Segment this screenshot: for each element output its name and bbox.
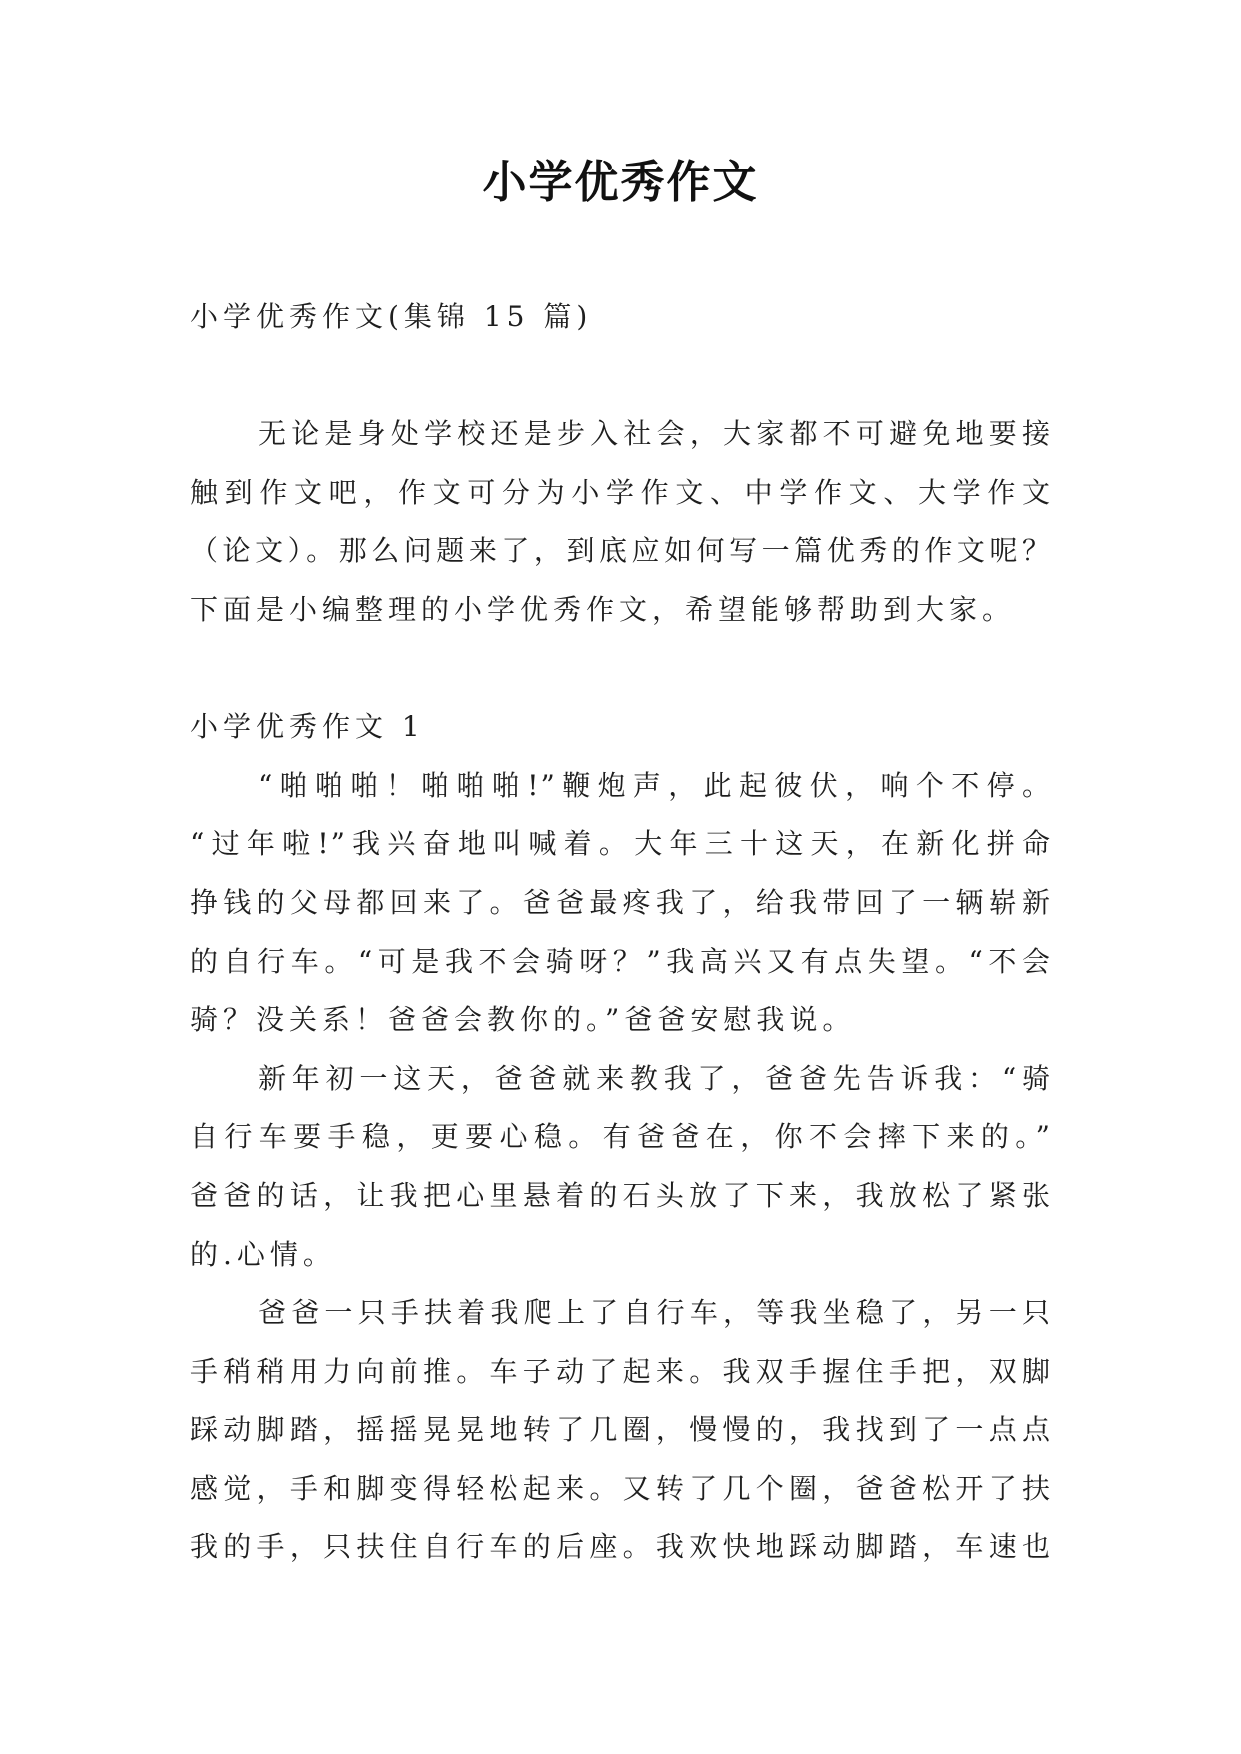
document-body bbox=[190, 288, 1052, 1577]
text-line: “过年啦!”我兴奋地叫喊着。大年三十这天，在新化拼命 bbox=[190, 827, 1052, 861]
paragraph bbox=[190, 757, 1052, 1050]
text-line: 挣钱的父母都回来了。爸爸最疼我了，给我带回了一辆崭新 bbox=[190, 885, 1052, 919]
text-line: 无论是身处学校还是步入社会，大家都不可避免地要接 bbox=[258, 417, 1052, 451]
document-subtitle: 小学优秀作文(集锦 15 篇) bbox=[190, 300, 593, 333]
text-line: 下面是小编整理的小学优秀作文，希望能够帮助到大家。 bbox=[190, 592, 1016, 626]
text-line: 骑？没关系！爸爸会教你的。”爸爸安慰我说。 bbox=[190, 1003, 856, 1037]
text-line: 爸爸一只手扶着我爬上了自行车，等我坐稳了，另一只 bbox=[258, 1296, 1052, 1330]
document-title: 小学优秀作文 bbox=[482, 157, 759, 208]
text-line: 踩动脚踏，摇摇晃晃地转了几圈，慢慢的，我找到了一点点 bbox=[190, 1413, 1052, 1447]
text-line: “啪啪啪！啪啪啪!”鞭炮声，此起彼伏，响个不停。 bbox=[258, 768, 1052, 802]
text-line: 自行车要手稳，更要心稳。有爸爸在，你不会摔下来的。” bbox=[190, 1120, 1052, 1154]
essay-section bbox=[190, 698, 1052, 1577]
blank-line bbox=[190, 347, 1052, 406]
text-line: 的.心情。 bbox=[190, 1237, 336, 1271]
text-line: 新年初一这天，爸爸就来教我了，爸爸先告诉我：“骑 bbox=[258, 1061, 1052, 1095]
text-line: 我的手，只扶住自行车的后座。我欢快地踩动脚踏，车速也 bbox=[190, 1530, 1052, 1564]
blank-line bbox=[190, 640, 1052, 699]
text-line: （论文）。那么问题来了，到底应如何写一篇优秀的作文呢？ bbox=[190, 534, 1052, 568]
paragraph bbox=[190, 1050, 1052, 1284]
text-line: 触到作文吧，作文可分为小学作文、中学作文、大学作文 bbox=[190, 475, 1052, 509]
section-heading: 小学优秀作文 1 bbox=[190, 710, 425, 744]
text-line: 爸爸的话，让我把心里悬着的石头放了下来，我放松了紧张 bbox=[190, 1178, 1052, 1212]
text-line: 感觉，手和脚变得轻松起来。又转了几个圈，爸爸松开了扶 bbox=[190, 1471, 1052, 1505]
intro-paragraph bbox=[190, 405, 1052, 639]
paragraph bbox=[190, 1284, 1052, 1577]
text-line: 手稍稍用力向前推。车子动了起来。我双手握住手把，双脚 bbox=[190, 1354, 1052, 1388]
text-line: 的自行车。“可是我不会骑呀？”我高兴又有点失望。“不会 bbox=[190, 944, 1052, 978]
